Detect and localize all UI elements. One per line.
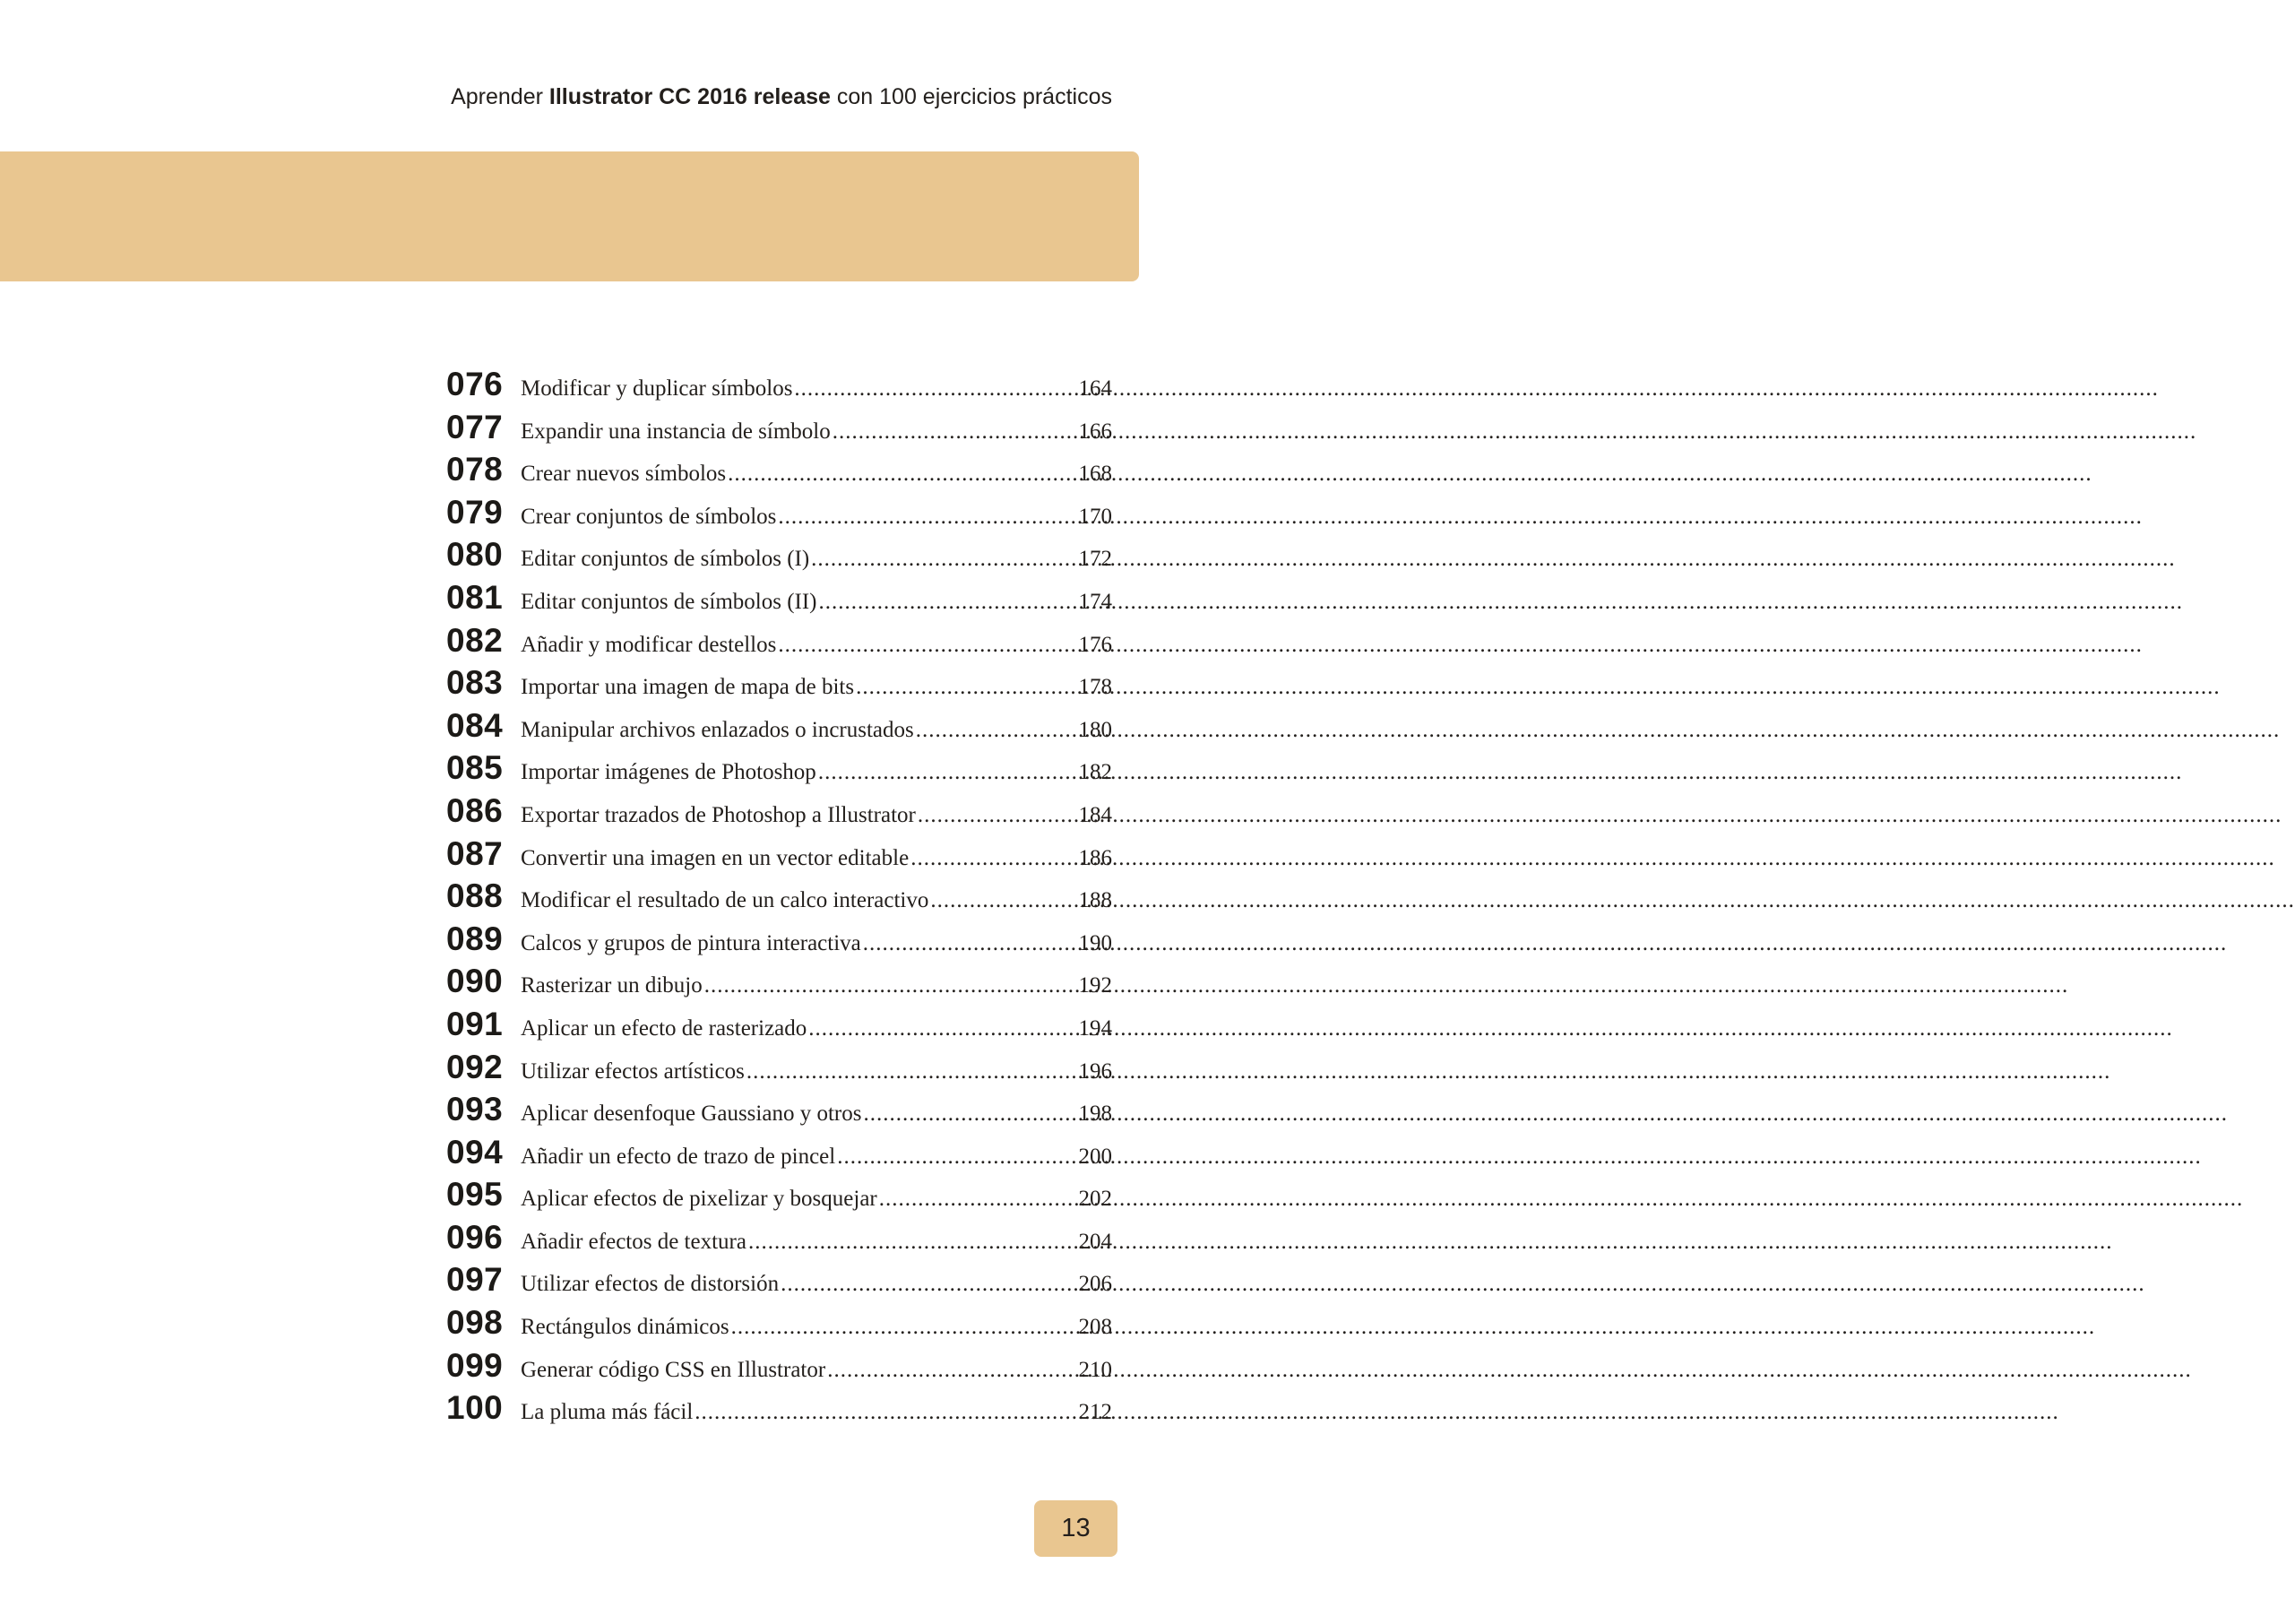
toc-entry[interactable] [446, 1219, 1112, 1262]
header-suffix: con 100 ejercicios prácticos [830, 84, 1112, 109]
toc-entry-page: 166 [1078, 419, 1112, 444]
toc-entry-number: 099 [446, 1346, 504, 1384]
toc-entry-page: 168 [1078, 462, 1112, 487]
toc-entry-page: 184 [1078, 802, 1112, 827]
toc-entry-page: 190 [1078, 930, 1112, 955]
toc-entry-page: 182 [1078, 760, 1112, 785]
toc-entry[interactable] [446, 877, 1112, 920]
toc-dot-leader [778, 505, 1076, 530]
toc-dot-leader [811, 547, 1076, 572]
toc-dot-leader [731, 1315, 1077, 1340]
toc-entry-title: Editar conjuntos de símbolos (II) [521, 589, 817, 614]
toc-entry-title: Expandir una instancia de símbolo [521, 419, 831, 444]
toc-entry-title: Modificar el resultado de un calco interactivo [521, 888, 929, 913]
toc-entry[interactable] [446, 1304, 1112, 1347]
toc-entry[interactable] [446, 1006, 1112, 1049]
page-number: 13 [1034, 1500, 1117, 1557]
toc-entry[interactable] [446, 1389, 1112, 1432]
toc-entry-page: 206 [1078, 1272, 1112, 1297]
toc-dot-leader [910, 846, 1076, 871]
toc-entry-page: 200 [1078, 1144, 1112, 1169]
toc-entry-title: Manipular archivos enlazados o incrustados [521, 717, 914, 742]
toc-entry[interactable] [446, 1091, 1112, 1134]
toc-dot-leader [856, 675, 1076, 700]
toc-entry-page: 172 [1078, 547, 1112, 572]
toc-dot-leader [748, 1230, 1077, 1255]
toc-entry-title: Importar una imagen de mapa de bits [521, 675, 855, 700]
toc-entry-title: Añadir un efecto de trazo de pincel [521, 1144, 836, 1169]
toc-entry-number: 081 [446, 578, 504, 616]
toc-dot-leader [863, 1101, 1076, 1127]
toc-entry-title: Añadir efectos de textura [521, 1229, 746, 1254]
toc-entry-number: 094 [446, 1133, 504, 1170]
toc-dot-leader [916, 718, 1077, 743]
toc-entry-title: Convertir una imagen en un vector editable [521, 845, 910, 870]
toc-entry-number: 096 [446, 1218, 504, 1256]
header-book-title: Illustrator CC 2016 release [548, 84, 831, 109]
toc-dot-leader [879, 1187, 1077, 1212]
toc-entry-title: Generar código CSS en Illustrator [521, 1357, 826, 1382]
toc-entry-number: 089 [446, 920, 504, 957]
toc-entry-page: 164 [1078, 376, 1112, 401]
toc-entry[interactable] [446, 707, 1112, 750]
toc-dot-leader [837, 1145, 1076, 1170]
toc-entry[interactable] [446, 920, 1112, 963]
chapter-banner [0, 151, 1139, 281]
toc-entry-number: 095 [446, 1176, 504, 1214]
toc-entry[interactable] [446, 579, 1112, 622]
toc-entry[interactable] [446, 664, 1112, 707]
toc-entry-page: 170 [1078, 504, 1112, 529]
toc-entry-title: Añadir y modificar destellos [521, 632, 777, 657]
toc-entry-title: Rasterizar un dibujo [521, 973, 703, 998]
toc-dot-leader [746, 1059, 1077, 1084]
toc-entry-title: Aplicar efectos de pixelizar y bosquejar [521, 1187, 877, 1212]
toc-entry-number: 084 [446, 706, 504, 744]
toc-dot-leader [827, 1358, 1076, 1383]
toc-entry-page: 198 [1078, 1101, 1112, 1127]
toc-entry-number: 087 [446, 834, 504, 872]
toc-entry-title: Rectángulos dinámicos [521, 1315, 729, 1340]
toc-entry-number: 097 [446, 1261, 504, 1299]
toc-entry[interactable] [446, 622, 1112, 665]
toc-dot-leader [695, 1400, 1076, 1425]
toc-entry-title: Aplicar desenfoque Gaussiano y otros [521, 1101, 862, 1127]
toc-dot-leader [818, 760, 1077, 785]
toc-entry-title: Editar conjuntos de símbolos (I) [521, 547, 810, 572]
toc-entry-number: 090 [446, 963, 504, 1000]
toc-entry-number: 091 [446, 1005, 504, 1042]
toc-entry-number: 086 [446, 791, 504, 829]
toc-entry-title: Crear nuevos símbolos [521, 462, 727, 487]
toc-entry-page: 208 [1078, 1315, 1112, 1340]
toc-entry-number: 080 [446, 536, 504, 574]
toc-entry-page: 210 [1078, 1357, 1112, 1382]
toc-entry-title: Modificar y duplicar símbolos [521, 376, 793, 401]
toc-entry-page: 186 [1078, 845, 1112, 870]
toc-entry-number: 085 [446, 749, 504, 787]
toc-dot-leader [728, 462, 1076, 487]
toc-entry[interactable] [446, 835, 1112, 878]
toc-dot-leader [778, 633, 1076, 658]
toc-entry-title: La pluma más fácil [521, 1400, 694, 1425]
toc-entry-page: 194 [1078, 1015, 1112, 1041]
toc-dot-leader [808, 1016, 1076, 1041]
toc-dot-leader [930, 888, 1076, 913]
toc-entry[interactable] [446, 366, 1112, 409]
toc-entry[interactable] [446, 494, 1112, 537]
toc-entry-page: 196 [1078, 1058, 1112, 1084]
toc-entry[interactable] [446, 1134, 1112, 1177]
toc-entry-title: Aplicar un efecto de rasterizado [521, 1015, 807, 1041]
toc-dot-leader [794, 376, 1076, 402]
toc-entry-number: 100 [446, 1389, 504, 1427]
toc-dot-leader [781, 1272, 1076, 1297]
table-of-contents [446, 366, 1112, 1432]
toc-entry-number: 076 [446, 366, 504, 402]
toc-entry-title: Calcos y grupos de pintura interactiva [521, 930, 861, 955]
toc-entry-page: 204 [1078, 1229, 1112, 1254]
toc-entry-page: 174 [1078, 589, 1112, 614]
toc-entry[interactable] [446, 792, 1112, 835]
toc-entry-title: Importar imágenes de Photoshop [521, 760, 816, 785]
toc-entry[interactable] [446, 1261, 1112, 1304]
toc-entry-number: 088 [446, 877, 504, 915]
running-header [451, 84, 1112, 110]
toc-dot-leader [918, 803, 1077, 828]
header-prefix: Aprender [451, 84, 549, 109]
toc-entry[interactable] [446, 1049, 1112, 1092]
toc-dot-leader [819, 590, 1077, 615]
toc-entry-page: 188 [1078, 888, 1112, 913]
toc-entry-title: Exportar trazados de Photoshop a Illustrator [521, 802, 916, 827]
toc-entry-number: 078 [446, 451, 504, 488]
toc-entry-number: 092 [446, 1048, 504, 1085]
toc-entry-number: 093 [446, 1091, 504, 1128]
toc-entry[interactable] [446, 409, 1112, 452]
toc-dot-leader [863, 931, 1077, 956]
toc-entry-page: 202 [1078, 1187, 1112, 1212]
toc-entry[interactable] [446, 1176, 1112, 1219]
toc-entry-page: 212 [1078, 1400, 1112, 1425]
toc-entry-page: 192 [1078, 973, 1112, 998]
toc-entry[interactable] [446, 963, 1112, 1006]
toc-entry-title: Utilizar efectos artísticos [521, 1058, 745, 1084]
toc-entry-page: 180 [1078, 717, 1112, 742]
toc-entry-title: Crear conjuntos de símbolos [521, 504, 777, 529]
toc-entry-number: 083 [446, 664, 504, 702]
toc-dot-leader [833, 419, 1077, 445]
toc-entry-page: 178 [1078, 675, 1112, 700]
toc-entry-number: 079 [446, 493, 504, 531]
toc-entry-title: Utilizar efectos de distorsión [521, 1272, 780, 1297]
toc-entry-number: 098 [446, 1304, 504, 1342]
toc-entry[interactable] [446, 749, 1112, 792]
toc-dot-leader [704, 973, 1077, 998]
toc-entry[interactable] [446, 1347, 1112, 1390]
toc-entry[interactable] [446, 536, 1112, 579]
toc-entry[interactable] [446, 451, 1112, 494]
toc-entry-page: 176 [1078, 632, 1112, 657]
toc-entry-number: 082 [446, 621, 504, 659]
toc-entry-number: 077 [446, 408, 504, 445]
